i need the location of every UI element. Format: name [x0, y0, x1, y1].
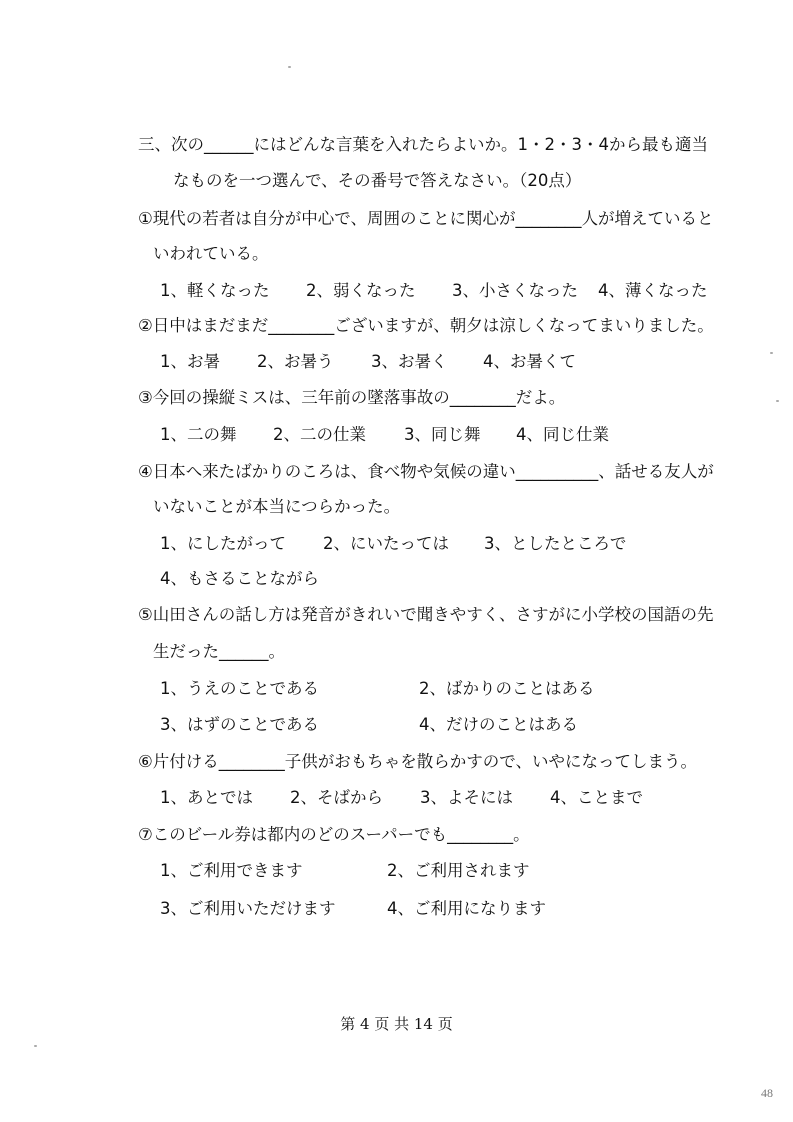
question-3-option-4: 4、同じ仕業	[516, 425, 609, 444]
question-1-option-1: 1、軽くなった	[160, 281, 270, 300]
question-2-stem: ②日中はまだまだ________ございますが、朝夕は涼しくなってまいりました。	[138, 316, 714, 335]
question-1-option-3: 3、小さくなった	[452, 281, 578, 300]
question-6-stem: ⑥片付ける________子供がおもちゃを散らかすので、いやになってしまう。	[138, 752, 697, 771]
question-4-stem-cont: いないことが本当につらかった。	[153, 497, 401, 516]
question-6-option-1: 1、あとでは	[160, 788, 253, 807]
section-instruction-line1: 三、次の______にはどんな言葉を入れたらよいか。1・2・3・4から最も適当	[138, 135, 708, 154]
scan-speck	[770, 352, 773, 354]
question-6-option-2: 2、そばから	[290, 788, 383, 807]
question-6-option-3: 3、よそには	[420, 788, 513, 807]
question-5-option-1: 1、うえのことである	[160, 679, 319, 698]
question-3-option-1: 1、二の舞	[160, 425, 237, 444]
question-5-option-2: 2、ばかりのことはある	[419, 679, 595, 698]
question-1-stem: ①現代の若者は自分が中心で、周囲のことに関心が________人が増えていると	[138, 209, 714, 228]
question-2-option-2: 2、お暑う	[257, 352, 334, 371]
question-4-option-3: 3、としたところで	[484, 534, 627, 553]
scan-speck	[34, 1045, 37, 1047]
question-5-option-4: 4、だけのことはある	[419, 715, 578, 734]
section-instruction-line2: なものを一つ選んで、その番号で答えなさい。（20点）	[173, 171, 582, 190]
question-7-option-4: 4、ご利用になります	[387, 899, 546, 918]
question-7-option-3: 3、ご利用いただけます	[160, 899, 336, 918]
scan-speck	[776, 400, 779, 402]
question-1-stem-cont: いわれている。	[153, 244, 269, 263]
page-footer: 第 4 页 共 14 页	[340, 1015, 453, 1033]
question-5-stem: ⑤山田さんの話し方は発音がきれいで聞きやすく、さすがに小学校の国語の先	[138, 605, 714, 624]
question-6-option-4: 4、ことまで	[550, 788, 643, 807]
question-5-option-3: 3、はずのことである	[160, 715, 319, 734]
question-2-option-3: 3、お暑く	[371, 352, 448, 371]
question-7-option-2: 2、ご利用されます	[387, 861, 530, 880]
question-2-option-1: 1、お暑	[160, 352, 220, 371]
question-5-stem-cont: 生だった______。	[153, 642, 285, 661]
question-3-stem: ③今回の操縦ミスは、三年前の墜落事故の________だよ。	[138, 388, 566, 407]
question-7-option-1: 1、ご利用できます	[160, 861, 303, 880]
page-number: 48	[761, 1086, 773, 1100]
question-4-option-1: 1、にしたがって	[160, 534, 286, 553]
question-2-option-4: 4、お暑くて	[483, 352, 576, 371]
question-7-stem: ⑦このビール券は都内のどのスーパーでも________。	[138, 825, 530, 844]
question-1-option-2: 2、弱くなった	[306, 281, 416, 300]
question-3-option-3: 3、同じ舞	[404, 425, 481, 444]
question-1-option-4: 4、薄くなった	[598, 281, 708, 300]
scan-speck	[288, 66, 291, 68]
question-4-stem: ④日本へ来たばかりのころは、食べ物や気候の違い__________、話せる友人が	[138, 462, 714, 481]
question-4-option-2: 2、にいたっては	[323, 534, 449, 553]
question-3-option-2: 2、二の仕業	[273, 425, 366, 444]
question-4-option-4: 4、もさることながら	[160, 569, 319, 588]
